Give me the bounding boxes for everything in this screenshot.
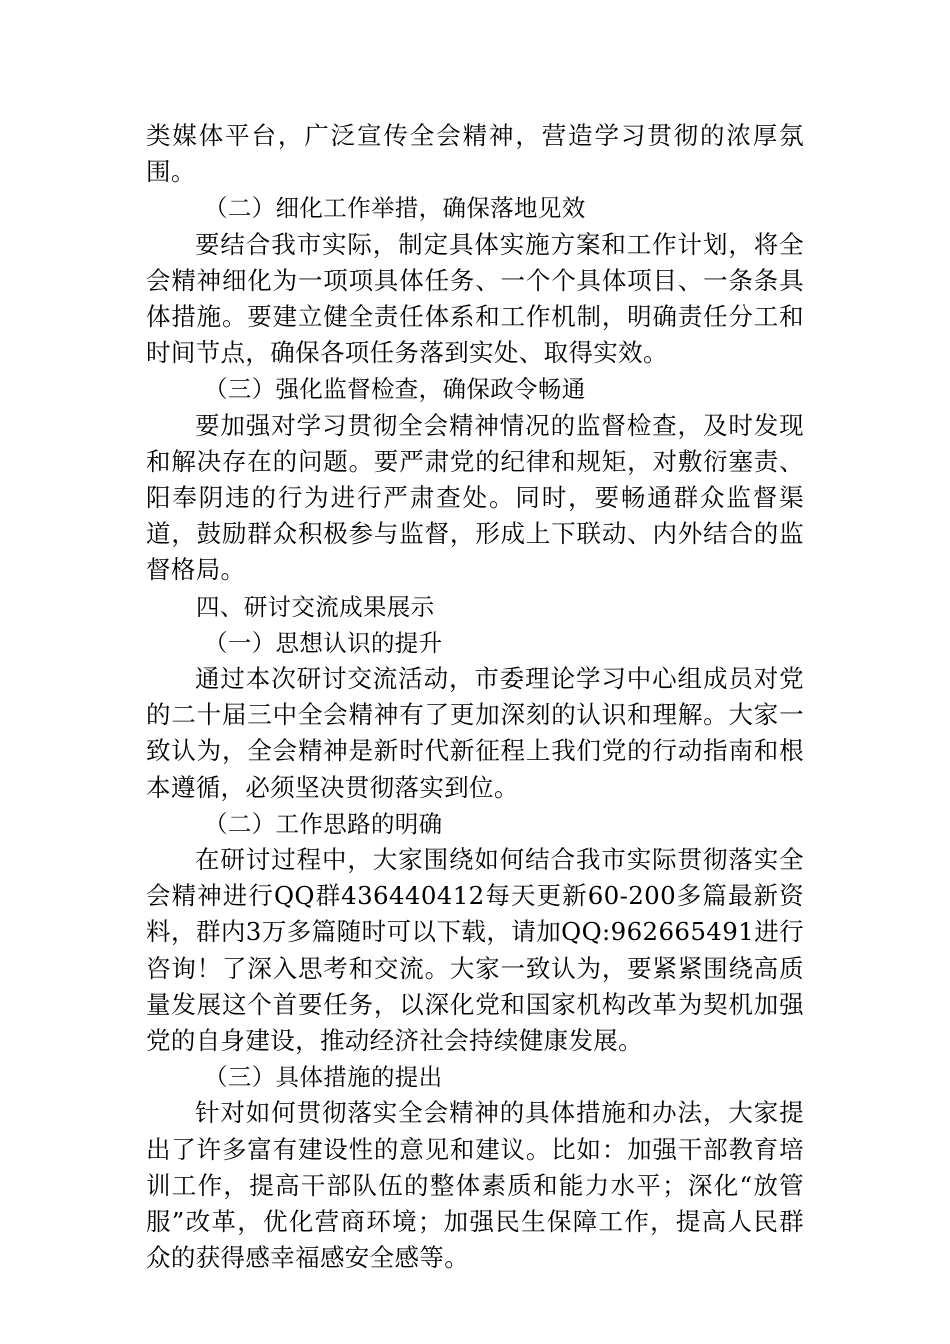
section-heading-4-results: 四、研讨交流成果展示 <box>196 592 435 621</box>
subheading-3-supervision: （三）强化监督检查，确保政令畅通 <box>204 375 586 404</box>
subheading-2-work-ideas: （二）工作思路的明确 <box>204 809 443 838</box>
paragraph-continuation: 类媒体平台，广泛宣传全会精神，营造学习贯彻的浓厚氛围。 <box>146 121 804 187</box>
paragraph-understanding: 通过本次研讨交流活动，市委理论学习中心组成员对党的二十届三中全会精神有了更加深刻的认识和理解。大家一致认为，全会精神是新时代新征程上我们党的行动指南和根本遵循，必须坚决贯彻落实到位。 <box>146 664 804 802</box>
document-body <box>146 118 804 1277</box>
paragraph-supervision: 要加强对学习贯彻全会精神情况的监督检查，及时发现和解决存在的问题。要严肃党的纪律和规矩，对敷衍塞责、阳奉阴违的行为进行严肃查处。同时，要畅通群众监督渠道，鼓励群众积极参与监督，形成上下联动、内外结合的监督格局。 <box>146 410 804 585</box>
subheading-1-understanding: （一）思想认识的提升 <box>204 628 443 657</box>
paragraph-specific-measures: 针对如何贯彻落实全会精神的具体措施和办法，大家提出了许多富有建设性的意见和建议。比如：加强干部教育培训工作，提高干部队伍的整体素质和能力水平；深化“放管服”改革，优化营商环境；加强民生保障工作，提高人民群众的获得感幸福感安全感等。 <box>146 1098 804 1273</box>
subheading-2-detail-measures: （二）细化工作举措，确保落地见效 <box>204 194 586 223</box>
subheading-3-specific-measures: （三）具体措施的提出 <box>204 1063 443 1092</box>
paragraph-work-ideas: 在研讨过程中，大家围绕如何结合我市实际贯彻落实全会精神进行QQ群436440412每天更新60-200多篇最新资料，群内3万多篇随时可以下载，请加QQ:962665491进行咨询！了深入思考和交流。大家一致认为，要紧紧围绕高质量发展这个首要任务，以深化党和国家机构改革为契机加强党的自身建设，推动经济社会持续健康发展。 <box>146 845 804 1056</box>
paragraph-detail-measures: 要结合我市实际，制定具体实施方案和工作计划，将全会精神细化为一项项具体任务、一个个具体项目、一条条具体措施。要建立健全责任体系和工作机制，明确责任分工和时间节点，确保各项任务落到实处、取得实效。 <box>146 229 804 368</box>
